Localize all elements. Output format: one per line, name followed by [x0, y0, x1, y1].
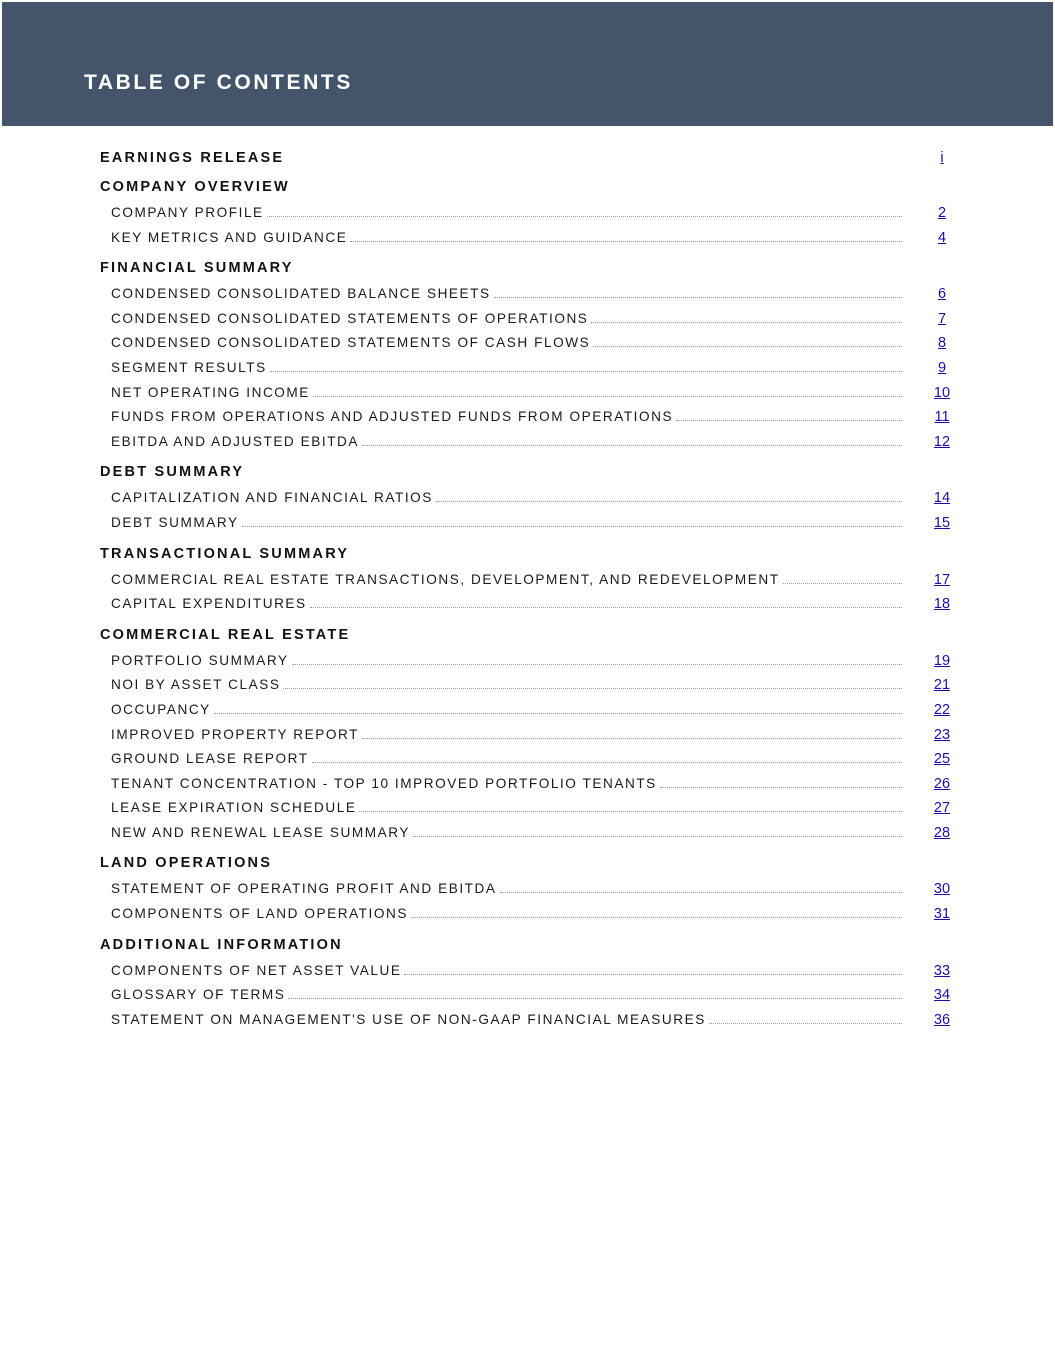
toc-entry-ebitda-and-adjusted-ebitda[interactable]: [100, 434, 960, 459]
toc-entry-tenant-concentration-top-10-improved-portfolio-tenants[interactable]: [100, 776, 960, 801]
section-heading-company-overview: [100, 179, 960, 202]
section-title: LAND OPERATIONS: [100, 855, 273, 872]
page-title: TABLE OF CONTENTS: [84, 71, 353, 94]
page-link[interactable]: 23: [933, 726, 951, 743]
toc-entry-ground-lease-report[interactable]: [100, 751, 960, 776]
toc-entry-label[interactable]: STATEMENT ON MANAGEMENT'S USE OF NON-GAAP FINANCIAL MEASURES: [111, 1011, 706, 1027]
section-heading-additional-information: [100, 937, 960, 960]
page-link[interactable]: 31: [933, 906, 951, 923]
toc-entry-noi-by-asset-class[interactable]: [100, 677, 960, 702]
dot-leader: [783, 573, 902, 584]
toc-entry-condensed-consolidated-statements-of-cash-flows[interactable]: [100, 335, 960, 360]
page-link[interactable]: 2: [937, 205, 947, 221]
dot-leader: [660, 777, 902, 788]
section-title: FINANCIAL SUMMARY: [100, 260, 294, 277]
section-title: ADDITIONAL INFORMATION: [100, 936, 343, 953]
toc-entry-label[interactable]: FUNDS FROM OPERATIONS AND ADJUSTED FUNDS FROM OPERATIONS: [111, 409, 674, 425]
page-link[interactable]: 10: [933, 384, 951, 401]
table-of-contents: [100, 150, 960, 1036]
page-link[interactable]: 30: [933, 881, 951, 898]
page-link[interactable]: 8: [937, 335, 947, 352]
toc-entry-label[interactable]: OCCUPANCY: [111, 701, 211, 717]
dot-leader: [362, 435, 902, 446]
page-link[interactable]: 14: [933, 490, 951, 507]
page-link[interactable]: 15: [933, 514, 951, 531]
dot-leader: [310, 597, 902, 608]
toc-entry-capital-expenditures[interactable]: [100, 596, 960, 621]
dot-leader: [292, 654, 902, 665]
page-link[interactable]: 19: [933, 652, 951, 669]
dot-leader: [436, 491, 902, 502]
toc-entry-portfolio-summary[interactable]: [100, 653, 960, 678]
dot-leader: [411, 907, 902, 918]
dot-leader: [413, 826, 902, 837]
section-title: TRANSACTIONAL SUMMARY: [100, 545, 350, 562]
toc-entry-label[interactable]: CONDENSED CONSOLIDATED STATEMENTS OF OPERATIONS: [111, 310, 589, 326]
page-link[interactable]: 34: [933, 987, 951, 1004]
page-link[interactable]: 6: [937, 286, 947, 303]
page-link[interactable]: 21: [933, 677, 951, 694]
dot-leader: [267, 206, 902, 217]
dot-leader: [288, 988, 902, 999]
toc-entry-key-metrics-and-guidance[interactable]: [100, 230, 960, 255]
page-link[interactable]: 25: [933, 751, 951, 768]
toc-entry-capitalization-and-financial-ratios[interactable]: [100, 490, 960, 515]
dot-leader: [312, 752, 902, 763]
toc-entry-label[interactable]: COMPONENTS OF LAND OPERATIONS: [111, 906, 408, 922]
toc-entry-occupancy[interactable]: [100, 702, 960, 727]
toc-entry-glossary-of-terms[interactable]: [100, 987, 960, 1012]
page-link[interactable]: 26: [933, 775, 951, 792]
toc-entry-label[interactable]: COMPANY PROFILE: [111, 205, 264, 220]
page-link[interactable]: 33: [933, 962, 951, 979]
toc-entry-commercial-real-estate-transactions-development-and-redevelopment[interactable]: [100, 572, 960, 597]
toc-entry-label[interactable]: SEGMENT RESULTS: [111, 359, 267, 375]
section-title: COMMERCIAL REAL ESTATE: [100, 626, 351, 643]
section-heading-commercial-real-estate: [100, 627, 960, 650]
toc-entry-condensed-consolidated-statements-of-operations[interactable]: [100, 311, 960, 336]
page-link[interactable]: 4: [937, 229, 947, 246]
toc-entry-label[interactable]: COMPONENTS OF NET ASSET VALUE: [111, 962, 402, 978]
toc-entry-label[interactable]: PORTFOLIO SUMMARY: [111, 652, 289, 668]
toc-entry-statement-of-operating-profit-and-ebitda[interactable]: [100, 881, 960, 906]
toc-entry-label[interactable]: DEBT SUMMARY: [111, 514, 239, 530]
toc-entry-condensed-consolidated-balance-sheets[interactable]: [100, 286, 960, 311]
toc-entry-label[interactable]: NOI BY ASSET CLASS: [111, 677, 281, 693]
toc-entry-lease-expiration-schedule[interactable]: [100, 800, 960, 825]
toc-entry-label[interactable]: GLOSSARY OF TERMS: [111, 987, 286, 1003]
section-heading-debt-summary: [100, 464, 960, 487]
toc-entry-label[interactable]: EBITDA AND ADJUSTED EBITDA: [111, 433, 360, 449]
toc-entry-label[interactable]: LEASE EXPIRATION SCHEDULE: [111, 800, 357, 816]
dot-leader: [593, 336, 902, 347]
dot-leader: [709, 1013, 902, 1024]
toc-entry-label[interactable]: TENANT CONCENTRATION - TOP 10 IMPROVED PORTFOLIO TENANTS: [111, 775, 657, 791]
page-link[interactable]: i: [940, 150, 944, 166]
toc-entry-label[interactable]: CAPITALIZATION AND FINANCIAL RATIOS: [111, 490, 433, 506]
dot-leader: [494, 287, 902, 298]
dot-leader: [500, 882, 902, 893]
toc-entry-label[interactable]: STATEMENT OF OPERATING PROFIT AND EBITDA: [111, 881, 497, 897]
toc-entry-net-operating-income[interactable]: [100, 385, 960, 410]
dot-leader: [242, 516, 902, 527]
page-link[interactable]: 28: [933, 824, 951, 841]
toc-entry-debt-summary[interactable]: [100, 515, 960, 540]
toc-entry-label[interactable]: NEW AND RENEWAL LEASE SUMMARY: [111, 824, 411, 840]
header-band: [2, 2, 1053, 126]
section-title: COMPANY OVERVIEW: [100, 179, 290, 195]
toc-entry-components-of-net-asset-value[interactable]: [100, 963, 960, 988]
page-link[interactable]: 11: [934, 409, 950, 426]
dot-leader: [591, 312, 902, 323]
dot-leader: [404, 964, 902, 975]
section-heading-land-operations: [100, 855, 960, 878]
page-link[interactable]: 18: [933, 596, 951, 613]
section-heading-transactional-summary: [100, 546, 960, 569]
toc-entry-label[interactable]: CAPITAL EXPENDITURES: [111, 596, 307, 612]
toc-entry-label[interactable]: KEY METRICS AND GUIDANCE: [111, 229, 348, 245]
page-link[interactable]: 9: [937, 359, 947, 376]
dot-leader: [350, 231, 902, 242]
toc-entry-label[interactable]: CONDENSED CONSOLIDATED BALANCE SHEETS: [111, 286, 491, 302]
page-link[interactable]: 17: [933, 571, 951, 588]
dot-leader: [676, 410, 902, 421]
dot-leader: [359, 801, 902, 812]
toc-entry-improved-property-report[interactable]: [100, 727, 960, 752]
toc-entry-components-of-land-operations[interactable]: [100, 906, 960, 931]
section-heading-financial-summary: [100, 260, 960, 283]
page-link[interactable]: 12: [933, 433, 951, 450]
toc-entry-new-and-renewal-lease-summary[interactable]: [100, 825, 960, 850]
toc-entry-company-profile[interactable]: [100, 205, 960, 230]
page-link[interactable]: 36: [933, 1011, 951, 1028]
dot-leader: [214, 703, 902, 714]
toc-entry-label[interactable]: IMPROVED PROPERTY REPORT: [111, 726, 359, 742]
section-title: EARNINGS RELEASE: [100, 150, 285, 166]
section-heading-earnings-release[interactable]: [100, 150, 960, 173]
dot-leader: [283, 678, 902, 689]
dot-leader: [362, 728, 902, 739]
dot-leader: [313, 386, 902, 397]
section-title: DEBT SUMMARY: [100, 464, 245, 481]
dot-leader: [270, 361, 902, 372]
toc-entry-label[interactable]: CONDENSED CONSOLIDATED STATEMENTS OF CASH FLOWS: [111, 335, 591, 351]
toc-entry-statement-on-management-s-use-of-non-gaap-financial-measures[interactable]: [100, 1012, 960, 1037]
toc-entry-segment-results[interactable]: [100, 360, 960, 385]
page-link[interactable]: 7: [937, 310, 947, 327]
toc-entry-label[interactable]: NET OPERATING INCOME: [111, 384, 310, 400]
toc-entry-label[interactable]: COMMERCIAL REAL ESTATE TRANSACTIONS, DEVELOPMENT, AND REDEVELOPMENT: [111, 571, 780, 587]
toc-entry-funds-from-operations-and-adjusted-funds-from-operations[interactable]: [100, 409, 960, 434]
toc-entry-label[interactable]: GROUND LEASE REPORT: [111, 751, 309, 767]
page-link[interactable]: 27: [933, 800, 951, 817]
page-link[interactable]: 22: [933, 701, 951, 718]
